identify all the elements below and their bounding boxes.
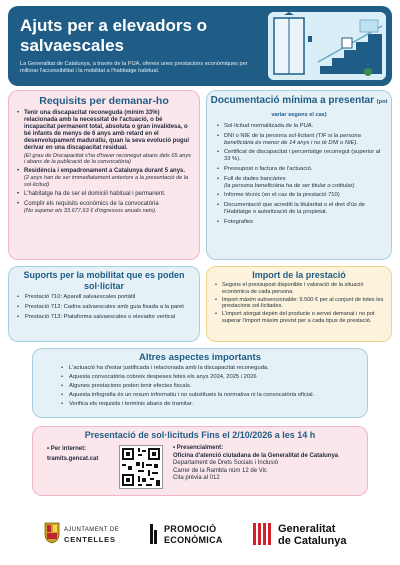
- doc-note: (la persona beneficiària ha de ser titular o cotitular): [224, 182, 355, 189]
- list-item: [217, 133, 385, 147]
- documentation-title-text: Documentació mínima a presentar: [210, 95, 375, 106]
- header-banner: [8, 6, 392, 86]
- office-address: Carrer de la Rambla núm 12 de Vic: [173, 467, 267, 474]
- economica-text: ECONÒMICA: [164, 535, 223, 545]
- list-item: [17, 168, 193, 188]
- doc-text: Sol·licitud normalitzada de la PUA.: [224, 123, 314, 129]
- requirement-note: (El grau de Discapacitat s'ha d'haver reconegut abans dels 65 anys i abans de la publicació de la convocatòria): [24, 152, 191, 166]
- doc-text: Informe tècnic (en el cas de la prestació 710): [224, 192, 340, 199]
- submission-title: Presentació de sol·licituds Fins el 2/10/2026 a les 14 h: [84, 430, 316, 440]
- requirements-list: [9, 107, 199, 214]
- requirement-text: Complir els requisits econòmics de la convocatòria: [24, 200, 159, 207]
- requirements-title: Requisits per demanar-ho: [39, 95, 169, 107]
- submission-card: [32, 426, 368, 496]
- list-item: [217, 192, 385, 199]
- senyera-icon: [252, 522, 272, 546]
- documentation-subtitle: (pot variar segons el cas): [271, 99, 388, 118]
- doc-text: Documentació que acrediti la titularitat o el dret d'ús de l'Habitatge o autorització de la propietat.: [224, 202, 365, 215]
- list-item: [217, 149, 385, 163]
- documentation-title: [207, 95, 391, 121]
- list-item: [217, 123, 385, 130]
- online-submission: • Per internet: tramits.gencat.cat: [47, 446, 99, 462]
- amount-card: [206, 266, 392, 342]
- doc-text: DNI o NIE de la persona sol·licitant: [224, 132, 315, 139]
- intro-text: La Generalitat de Catalunya, a través de la PUA, ofereix unes prestacions econòmiques per millorar l'accessibilitat i la mobilitat a l'habitatge habitual.: [20, 61, 248, 74]
- promocio-economica-logo: [150, 522, 230, 548]
- qr-code[interactable]: [119, 445, 163, 489]
- centelles-logo: [44, 522, 134, 548]
- requirement-text: Residència i empadronament a Catalunya durant 5 anys.: [24, 168, 186, 175]
- list-item: • Segons el pressupost disponible i valoració de la situació econòmica de cada persona.: [215, 282, 385, 295]
- list-item: [217, 202, 385, 216]
- page-title: Ajuts per a elevadors o salvaescales: [20, 16, 208, 55]
- list-item: • Aquesta convocatòria cobreix despeses fetes els anys 2024, 2025 i 2026: [61, 374, 357, 381]
- doc-note: (TIF si la persona beneficiària és menor de 14 anys i no té DNI o NIE).: [224, 132, 361, 146]
- elevator-stairlift-illustration: [268, 12, 386, 80]
- supports-title: Suports per la mobilitat que es poden sol·licitar: [23, 270, 185, 291]
- doc-text: Fotografies: [224, 218, 253, 225]
- list-item: • Prestació 713: Plataforma salvaescales o elevador vertical: [17, 314, 193, 321]
- other-aspects-card: [32, 348, 368, 418]
- requirements-card: [8, 90, 200, 260]
- documentation-list: [207, 121, 391, 226]
- shield-icon: [44, 522, 60, 544]
- list-item: [217, 176, 385, 190]
- online-url-link[interactable]: tramits.gencat.cat: [47, 456, 99, 462]
- list-item: • L'actuació ha d'estar justificada i relacionada amb la discapacitat reconeguda.: [61, 365, 357, 372]
- documentation-card: [206, 90, 392, 260]
- amount-title: Import de la prestació: [252, 270, 346, 280]
- requirement-note: (2 anys han de ser immediatament anteriors a la presentació de la sol·licitud): [24, 175, 189, 188]
- doc-text: Full de dades bancàries: [224, 175, 286, 182]
- list-item: • Algunes prestacions poden tenir efectes fiscals.: [61, 383, 357, 390]
- appointment-info: Cita prèvia al 012: [173, 475, 220, 482]
- in-person-label: Presencialment:: [176, 445, 224, 451]
- catalunya-text: de Catalunya: [278, 535, 347, 547]
- list-item: • Aquesta infografia és un resum informatiu i no substitueix la normativa ni la convocatòria oficial.: [61, 392, 357, 399]
- list-item: [17, 191, 193, 198]
- office-name: Oficina d'atenció ciutadana de la Generalitat de Catalunya: [173, 452, 339, 459]
- online-label: Per internet:: [50, 446, 87, 452]
- list-item: • Verifica els requisits i terminis abans de tramitar.: [61, 401, 357, 408]
- centelles-text: CENTELLES: [64, 535, 116, 544]
- supports-list: [9, 291, 199, 321]
- requirement-text: Tenir una discapacitat reconeguda (mínim 33%) relacionada amb la necessitat de l'actuació, o bé incapacitat permanent total, absoluta o gran invalidesa, o bé infants de menys de 6 anys amb retard en el desenvolupament maduratiu, quan la seva evolució pugui derivar en una discapacitat residual.: [24, 110, 190, 152]
- requirement-text: L'habitatge ha de ser el domicili habitual i permanent.: [24, 191, 166, 198]
- promocio-text: PROMOCIÓ: [164, 524, 217, 534]
- generalitat-logo: [252, 520, 362, 550]
- ajuntament-text: AJUNTAMENT DE: [64, 527, 119, 533]
- list-item: • L'import atorgat depèn del producte o servei demanat i no pot superar l'import màxim previst per a cada tipus de prestació.: [215, 311, 385, 324]
- list-item: • Prestació 710: Aparell salvaescales portàtil: [17, 294, 193, 301]
- list-item: [217, 219, 385, 226]
- generalitat-text: Generalitat: [278, 523, 336, 535]
- list-item: [17, 201, 193, 215]
- list-item: [17, 110, 193, 166]
- other-aspects-title: Altres aspectes importants: [139, 352, 261, 363]
- list-item: • Prestació 712: Cadira salvaescales amb guia fixada a la paret: [17, 304, 193, 311]
- footer-logos: [0, 506, 400, 562]
- list-item: [217, 166, 385, 173]
- department-name: Departament de Drets Socials i Inclusió: [173, 460, 279, 467]
- doc-text: Pressupost o factura de l'actuació.: [224, 165, 313, 172]
- mobility-supports-card: [8, 266, 200, 342]
- amount-list: [207, 280, 391, 325]
- doc-text: Certificat de discapacitat i percentatge reconegut (superior al 33 %).: [224, 149, 381, 163]
- requirement-note: (No superar els 33.677,63 € d'ingressos anuals nets).: [24, 207, 157, 214]
- promocio-mark-icon: [150, 524, 158, 544]
- in-person-submission: • Presencialment: Oficina d'atenció ciutadana de la Generalitat de Catalunya Departament de Drets Socials i Inclusió Carrer de la Rambla núm 12 de Vic Cita prèvia al 012: [173, 445, 363, 483]
- other-aspects-list: [33, 363, 367, 408]
- list-item: • Import màxim subvencionable: 9.500 € per al conjunt de totes les prestacions sol·licitades.: [215, 297, 385, 310]
